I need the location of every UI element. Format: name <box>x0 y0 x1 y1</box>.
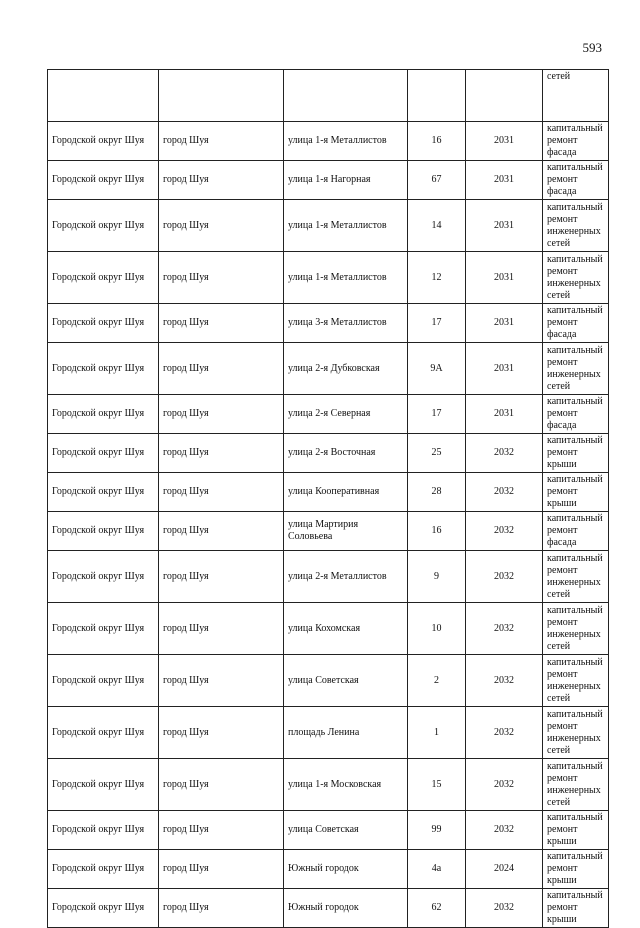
table-row <box>48 811 609 850</box>
street-cell: улица 1-я Нагорная <box>284 161 408 200</box>
empty-cell <box>284 70 408 122</box>
table-row <box>48 603 609 655</box>
city-cell: город Шуя <box>159 512 284 551</box>
table-row <box>48 655 609 707</box>
street-cell: улица 2-я Северная <box>284 395 408 434</box>
street-cell: Южный городок <box>284 850 408 889</box>
street-cell: улица 2-я Дубковская <box>284 343 408 395</box>
house-number-cell: 9А <box>408 343 466 395</box>
year-cell: 2032 <box>466 759 543 811</box>
work-type-cell: капитальный ремонт фасада <box>543 395 609 434</box>
work-type-cell: капитальный ремонт инженерных сетей <box>543 551 609 603</box>
city-cell: город Шуя <box>159 161 284 200</box>
work-type-cell: капитальный ремонт фасада <box>543 304 609 343</box>
city-cell: город Шуя <box>159 200 284 252</box>
district-cell: Городской округ Шуя <box>48 655 159 707</box>
table-row <box>48 889 609 928</box>
district-cell: Городской округ Шуя <box>48 473 159 512</box>
year-cell: 2031 <box>466 304 543 343</box>
house-number-cell: 12 <box>408 252 466 304</box>
city-cell: город Шуя <box>159 603 284 655</box>
district-cell: Городской округ Шуя <box>48 252 159 304</box>
city-cell: город Шуя <box>159 252 284 304</box>
street-cell: площадь Ленина <box>284 707 408 759</box>
city-cell: город Шуя <box>159 122 284 161</box>
house-number-cell: 10 <box>408 603 466 655</box>
work-type-cell: капитальный ремонт крыши <box>543 811 609 850</box>
year-cell: 2032 <box>466 811 543 850</box>
district-cell: Городской округ Шуя <box>48 759 159 811</box>
city-cell: город Шуя <box>159 343 284 395</box>
street-cell: Южный городок <box>284 889 408 928</box>
city-cell: город Шуя <box>159 304 284 343</box>
table-row <box>48 343 609 395</box>
house-number-cell: 25 <box>408 434 466 473</box>
city-cell: город Шуя <box>159 889 284 928</box>
house-number-cell: 17 <box>408 395 466 434</box>
district-cell: Городской округ Шуя <box>48 122 159 161</box>
house-number-cell: 28 <box>408 473 466 512</box>
street-cell: улица 2-я Металлистов <box>284 551 408 603</box>
work-type-cell: капитальный ремонт инженерных сетей <box>543 759 609 811</box>
work-type-cell: капитальный ремонт инженерных сетей <box>543 252 609 304</box>
year-cell: 2032 <box>466 889 543 928</box>
table-row <box>48 395 609 434</box>
table-row <box>48 551 609 603</box>
continuation-row <box>48 70 609 122</box>
district-cell: Городской округ Шуя <box>48 512 159 551</box>
work-type-cell: капитальный ремонт инженерных сетей <box>543 655 609 707</box>
house-number-cell: 1 <box>408 707 466 759</box>
house-number-cell: 67 <box>408 161 466 200</box>
table-row <box>48 122 609 161</box>
work-type-cell: сетей <box>543 70 609 122</box>
year-cell: 2032 <box>466 512 543 551</box>
year-cell: 2032 <box>466 707 543 759</box>
street-cell: улица Кооперативная <box>284 473 408 512</box>
work-type-cell: капитальный ремонт фасада <box>543 122 609 161</box>
district-cell: Городской округ Шуя <box>48 161 159 200</box>
district-cell: Городской округ Шуя <box>48 304 159 343</box>
city-cell: город Шуя <box>159 551 284 603</box>
year-cell: 2031 <box>466 200 543 252</box>
house-number-cell: 16 <box>408 512 466 551</box>
district-cell: Городской округ Шуя <box>48 811 159 850</box>
table-row <box>48 434 609 473</box>
street-cell: улица 1-я Металлистов <box>284 200 408 252</box>
city-cell: город Шуя <box>159 434 284 473</box>
house-number-cell: 9 <box>408 551 466 603</box>
street-cell: улица Мартирия Соловьева <box>284 512 408 551</box>
house-number-cell: 2 <box>408 655 466 707</box>
capital-repair-table <box>47 69 609 928</box>
district-cell: Городской округ Шуя <box>48 551 159 603</box>
city-cell: город Шуя <box>159 850 284 889</box>
table-row <box>48 473 609 512</box>
year-cell: 2032 <box>466 551 543 603</box>
city-cell: город Шуя <box>159 395 284 434</box>
street-cell: улица Кохомская <box>284 603 408 655</box>
city-cell: город Шуя <box>159 759 284 811</box>
work-type-cell: капитальный ремонт крыши <box>543 473 609 512</box>
district-cell: Городской округ Шуя <box>48 395 159 434</box>
street-cell: улица 3-я Металлистов <box>284 304 408 343</box>
street-cell: улица Советская <box>284 811 408 850</box>
district-cell: Городской округ Шуя <box>48 200 159 252</box>
work-type-cell: капитальный ремонт крыши <box>543 850 609 889</box>
table-row <box>48 200 609 252</box>
table-row <box>48 759 609 811</box>
district-cell: Городской округ Шуя <box>48 603 159 655</box>
empty-cell <box>466 70 543 122</box>
district-cell: Городской округ Шуя <box>48 434 159 473</box>
year-cell: 2032 <box>466 603 543 655</box>
work-type-cell: капитальный ремонт инженерных сетей <box>543 200 609 252</box>
street-cell: улица Советская <box>284 655 408 707</box>
work-type-cell: капитальный ремонт фасада <box>543 161 609 200</box>
house-number-cell: 15 <box>408 759 466 811</box>
table-body <box>48 70 609 928</box>
house-number-cell: 62 <box>408 889 466 928</box>
street-cell: улица 1-я Московская <box>284 759 408 811</box>
table-row <box>48 304 609 343</box>
year-cell: 2031 <box>466 122 543 161</box>
district-cell: Городской округ Шуя <box>48 850 159 889</box>
district-cell: Городской округ Шуя <box>48 889 159 928</box>
empty-cell <box>48 70 159 122</box>
year-cell: 2031 <box>466 395 543 434</box>
city-cell: город Шуя <box>159 707 284 759</box>
year-cell: 2031 <box>466 252 543 304</box>
house-number-cell: 17 <box>408 304 466 343</box>
work-type-cell: капитальный ремонт инженерных сетей <box>543 707 609 759</box>
work-type-cell: капитальный ремонт инженерных сетей <box>543 603 609 655</box>
year-cell: 2024 <box>466 850 543 889</box>
table-row <box>48 707 609 759</box>
table-row <box>48 850 609 889</box>
street-cell: улица 2-я Восточная <box>284 434 408 473</box>
city-cell: город Шуя <box>159 811 284 850</box>
work-type-cell: капитальный ремонт крыши <box>543 434 609 473</box>
district-cell: Городской округ Шуя <box>48 707 159 759</box>
house-number-cell: 4а <box>408 850 466 889</box>
page-number: 593 <box>582 40 602 55</box>
table-row <box>48 161 609 200</box>
work-type-cell: капитальный ремонт крыши <box>543 889 609 928</box>
city-cell: город Шуя <box>159 473 284 512</box>
street-cell: улица 1-я Металлистов <box>284 122 408 161</box>
house-number-cell: 99 <box>408 811 466 850</box>
year-cell: 2032 <box>466 434 543 473</box>
year-cell: 2032 <box>466 473 543 512</box>
street-cell: улица 1-я Металлистов <box>284 252 408 304</box>
district-cell: Городской округ Шуя <box>48 343 159 395</box>
work-type-cell: капитальный ремонт инженерных сетей <box>543 343 609 395</box>
year-cell: 2031 <box>466 343 543 395</box>
year-cell: 2032 <box>466 655 543 707</box>
work-type-cell: капитальный ремонт фасада <box>543 512 609 551</box>
city-cell: город Шуя <box>159 655 284 707</box>
table-row <box>48 512 609 551</box>
house-number-cell: 14 <box>408 200 466 252</box>
empty-cell <box>159 70 284 122</box>
house-number-cell: 16 <box>408 122 466 161</box>
table-row <box>48 252 609 304</box>
empty-cell <box>408 70 466 122</box>
year-cell: 2031 <box>466 161 543 200</box>
